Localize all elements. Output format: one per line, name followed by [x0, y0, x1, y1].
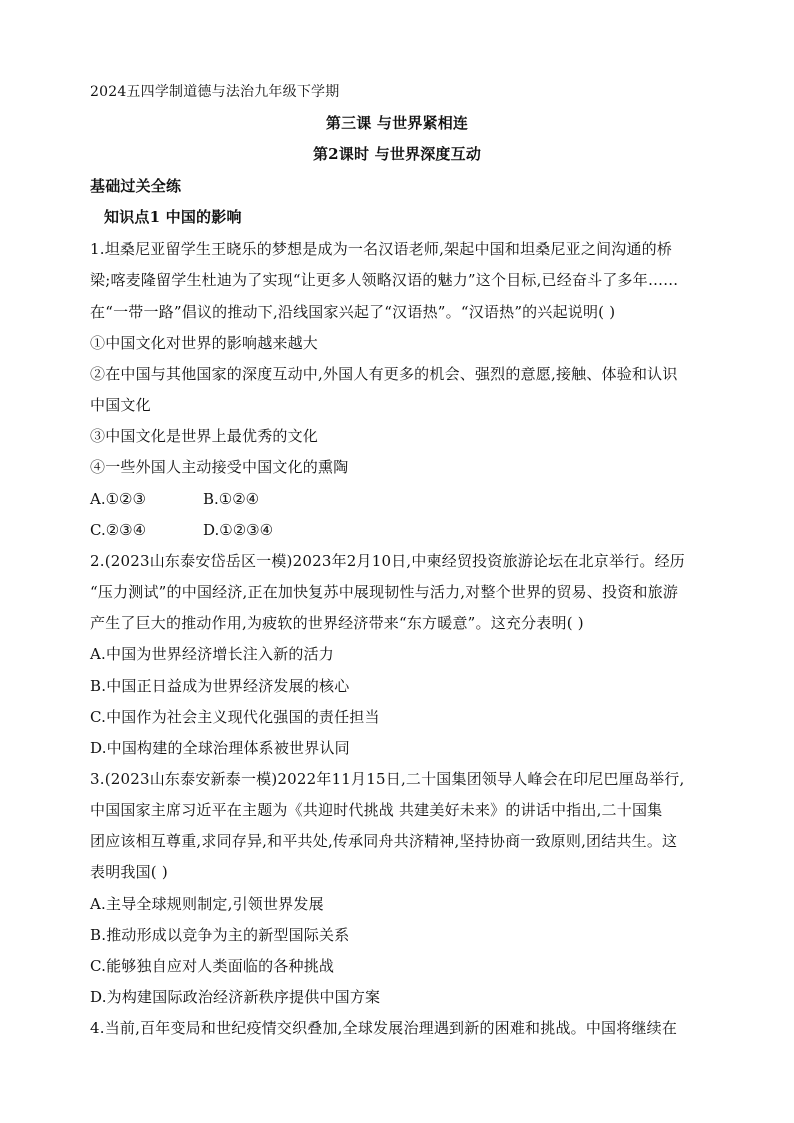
- question-2-option-d[interactable]: D.中国构建的全球治理体系被世界认同: [90, 739, 350, 757]
- question-3-line-4: 表明我国( ): [90, 863, 168, 881]
- lesson-title: 第三课 与世界紧相连: [325, 114, 469, 132]
- question-1-statement-2-cont: 中国文化: [90, 396, 151, 414]
- period-title: 第2课时 与世界深度互动: [312, 145, 482, 163]
- question-1-statement-2: ②在中国与其他国家的深度互动中,外国人有更多的机会、强烈的意愿,接触、体验和认识: [90, 365, 678, 383]
- question-3-line-2: 中国国家主席习近平在主题为《共迎时代挑战 共建美好未来》的讲话中指出,二十国集: [90, 801, 663, 819]
- question-1-option-a[interactable]: A.①②③: [90, 490, 146, 508]
- question-1-option-d[interactable]: D.①②③④: [203, 521, 274, 539]
- question-4-line-1: 4.当前,百年变局和世纪疫情交织叠加,全球发展治理遇到新的困难和挑战。中国将继续在: [90, 1019, 678, 1037]
- question-1-statement-4: ④一些外国人主动接受中国文化的熏陶: [90, 458, 349, 476]
- section-title: 基础过关全练: [90, 177, 182, 195]
- question-3-line-3: 团应该相互尊重,求同存异,和平共处,传承同舟共济精神,坚持协商一致原则,团结共生。这: [90, 832, 678, 850]
- question-3-option-a[interactable]: A.主导全球规则制定,引领世界发展: [90, 895, 324, 913]
- question-1-statement-1: ①中国文化对世界的影响越来越大: [90, 334, 319, 352]
- question-3-option-c[interactable]: C.能够独自应对人类面临的各种挑战: [90, 957, 335, 975]
- question-1-option-b[interactable]: B.①②④: [203, 490, 260, 508]
- question-3-line-1: 3.(2023山东泰安新泰一模)2022年11月15日,二十国集团领导人峰会在印尼巴厘岛举行,: [90, 770, 685, 788]
- question-1-option-c[interactable]: C.②③④: [90, 521, 147, 539]
- question-2-option-c[interactable]: C.中国作为社会主义现代化强国的责任担当: [90, 708, 380, 726]
- question-1-line-3: 在“一带一路”倡议的推动下,沿线国家兴起了“汉语热”。“汉语热”的兴起说明( ): [90, 303, 616, 321]
- question-2-line-1: 2.(2023山东泰安岱岳区一模)2023年2月10日,中柬经贸投资旅游论坛在北京举行。经历: [90, 552, 685, 570]
- question-1-statement-3: ③中国文化是世界上最优秀的文化: [90, 427, 319, 445]
- question-2-line-2: “压力测试”的中国经济,正在加快复苏中展现韧性与活力,对整个世界的贸易、投资和旅游: [90, 583, 679, 601]
- source-line: 2024五四学制道德与法治九年级下学期: [90, 84, 340, 100]
- question-2-option-b[interactable]: B.中国正日益成为世界经济发展的核心: [90, 677, 350, 695]
- question-3-option-b[interactable]: B.推动形成以竞争为主的新型国际关系: [90, 926, 350, 944]
- question-2-option-a[interactable]: A.中国为世界经济增长注入新的活力: [90, 645, 335, 663]
- question-1-line-2: 梁;喀麦隆留学生杜迪为了实现“让更多人领略汉语的魅力”这个目标,已经奋斗了多年……: [90, 271, 679, 289]
- knowledge-point-title: 知识点1 中国的影响: [104, 208, 242, 226]
- question-3-option-d[interactable]: D.为构建国际政治经济新秩序提供中国方案: [90, 988, 381, 1006]
- question-2-line-3: 产生了巨大的推动作用,为疲软的世界经济带来“东方暖意”。这充分表明( ): [90, 614, 584, 632]
- question-1-line-1: 1.坦桑尼亚留学生王晓乐的梦想是成为一名汉语老师,架起中国和坦桑尼亚之间沟通的桥: [90, 240, 673, 258]
